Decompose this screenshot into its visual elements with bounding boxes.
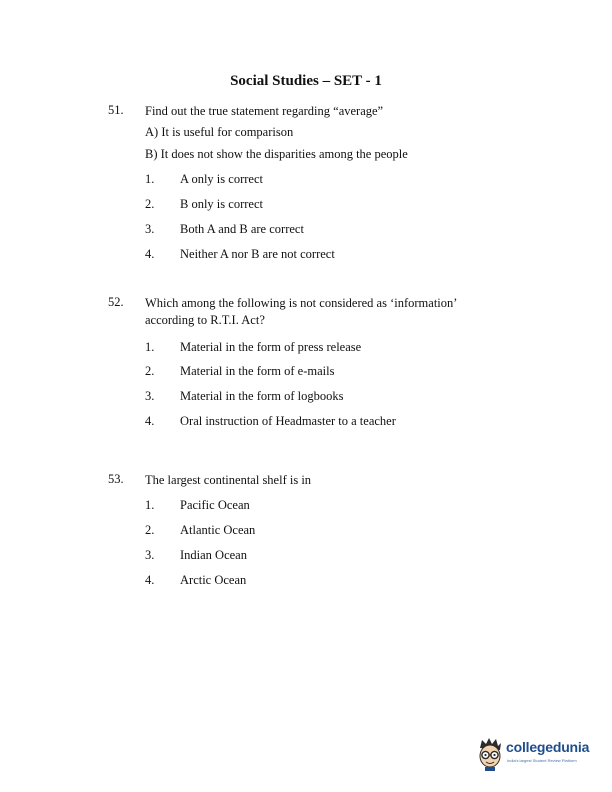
question-text: Find out the true statement regarding “average”: [145, 104, 384, 118]
option-number: 4.: [145, 247, 155, 261]
option-number: 1.: [145, 340, 155, 354]
option-text: B only is correct: [180, 197, 263, 211]
option-text: Arctic Ocean: [180, 573, 247, 587]
option-2: [0, 523, 612, 540]
question-number: 51.: [108, 103, 124, 117]
question-number: 52.: [108, 295, 124, 309]
option-2: [0, 364, 612, 381]
option-text: Both A and B are correct: [180, 222, 304, 236]
option-number: 1.: [145, 498, 155, 512]
option-4: [0, 247, 612, 264]
page-title: Social Studies – SET - 1: [230, 73, 382, 89]
option-number: 3.: [145, 222, 155, 236]
option-text: A only is correct: [180, 172, 263, 186]
option-number: 4.: [145, 573, 155, 587]
statement-a: A) It is useful for comparison: [145, 125, 294, 139]
option-text: Material in the form of press release: [180, 340, 362, 354]
option-3: [0, 389, 612, 406]
option-text: Indian Ocean: [180, 548, 247, 562]
option-number: 2.: [145, 364, 155, 378]
question-number: 53.: [108, 472, 124, 486]
option-text: Material in the form of e-mails: [180, 364, 335, 378]
option-4: [0, 573, 612, 590]
option-text: Oral instruction of Headmaster to a teacher: [180, 414, 396, 428]
option-1: [0, 340, 612, 357]
option-text: Neither A nor B are not correct: [180, 247, 335, 261]
option-4: [0, 414, 612, 431]
logo-tagline: India's largest Student Review Platform: [507, 758, 577, 763]
option-1: [0, 172, 612, 189]
option-text: Pacific Ocean: [180, 498, 250, 512]
option-number: 3.: [145, 548, 155, 562]
option-number: 4.: [145, 414, 155, 428]
option-number: 2.: [145, 523, 155, 537]
option-text: Atlantic Ocean: [180, 523, 256, 537]
question-text: Which among the following is not considered as ‘information’ according to R.T.I. Act?: [145, 296, 457, 327]
question-text: The largest continental shelf is in: [145, 473, 312, 487]
option-number: 1.: [145, 172, 155, 186]
collegedunia-logo: [476, 736, 606, 776]
option-3: [0, 222, 612, 239]
option-text: Material in the form of logbooks: [180, 389, 344, 403]
option-number: 2.: [145, 197, 155, 211]
student-face-icon: [476, 736, 504, 777]
option-number: 3.: [145, 389, 155, 403]
option-2: [0, 197, 612, 214]
statement-b: B) It does not show the disparities among the people: [145, 147, 408, 161]
option-1: [0, 498, 612, 515]
logo-wordmark: collegedunia: [506, 739, 590, 755]
option-3: [0, 548, 612, 565]
